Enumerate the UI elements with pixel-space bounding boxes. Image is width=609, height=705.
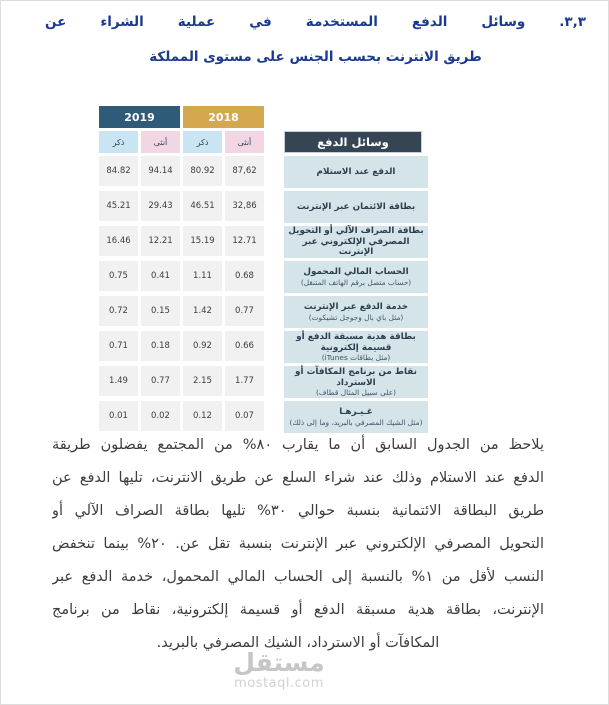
analysis-paragraph <box>52 429 544 660</box>
data-cell-2018-male: 1.42 <box>183 296 222 326</box>
payment-method-name: بطاقة الائتمان عبر الإنترنت <box>296 201 416 212</box>
watermark-logo: مستقل <box>233 648 325 677</box>
data-cell-2019-male: 0.75 <box>99 261 138 291</box>
data-cell-2018-female: 32,86 <box>225 191 264 221</box>
payment-methods-table <box>99 106 428 436</box>
data-cell-2019-male: 16.46 <box>99 226 138 256</box>
paragraph-line: طريق البطاقة الائتمانية بنسبة حوالي ٣٠% تليها بطاقة الصراف الآلي أو <box>52 503 544 519</box>
data-cell-2018-male: 15.19 <box>183 226 222 256</box>
data-cell-2018-male: 0.12 <box>183 401 222 431</box>
table-row <box>99 296 428 328</box>
male-header-2018: ذكر <box>183 131 222 153</box>
column-gap <box>267 191 281 223</box>
year-header-row <box>99 106 428 128</box>
row-label <box>284 366 428 398</box>
table-row <box>99 261 428 293</box>
male-header-2019: ذكر <box>99 131 138 153</box>
table-row <box>99 226 428 258</box>
column-gap <box>267 296 281 328</box>
year-header-2018: 2018 <box>183 106 264 128</box>
data-cell-2018-male: 0.92 <box>183 331 222 361</box>
gender-header-row <box>99 131 428 153</box>
watermark <box>1 650 557 691</box>
row-label <box>284 296 428 328</box>
data-cell-2018-male: 1.11 <box>183 261 222 291</box>
payment-methods-header: وسائل الدفع <box>284 131 422 153</box>
data-cell-2018-male: 80.92 <box>183 156 222 186</box>
data-cell-2019-male: 0.71 <box>99 331 138 361</box>
table-row <box>99 156 428 188</box>
column-gap <box>267 226 281 258</box>
payment-method-name: بطاقة الصراف الآلي أو التحويل المصرفي الإلكتروني عبر الإنترنت <box>288 226 424 258</box>
data-cell-2019-male: 45.21 <box>99 191 138 221</box>
payment-method-name: خدمة الدفع عبر الإنترنت <box>303 302 409 313</box>
data-cell-2019-female: 29.43 <box>141 191 180 221</box>
column-gap <box>267 156 281 188</box>
data-cell-2018-female: 12.71 <box>225 226 264 256</box>
row-label <box>284 156 428 188</box>
payment-method-name: غـيـرهـا <box>339 407 373 418</box>
payment-method-note: (حساب متصل برقم الهاتف المتنقل) <box>300 277 412 287</box>
payment-method-name: الدفع عند الاستلام <box>316 166 396 177</box>
data-cell-2019-female: 94.14 <box>141 156 180 186</box>
data-cell-2019-male: 84.82 <box>99 156 138 186</box>
paragraph-line: الإنترنت، بطاقة هدية مسبقة الدفع أو قسيمة إلكترونية، نقاط من برنامج <box>52 602 544 618</box>
data-cell-2019-female: 12.21 <box>141 226 180 256</box>
payment-method-name: الحساب المالي المحمول <box>303 267 409 278</box>
paragraph-line: النسب لأقل من ١% بالنسبة إلى الحساب المالي المحمول، خدمة الدفع عبر <box>52 569 544 585</box>
payment-method-note: (على سبيل المثال قطاف) <box>315 388 397 397</box>
column-gap <box>267 366 281 398</box>
payment-method-name: نقاط من برنامج المكافآت أو الاسترداد <box>295 367 417 388</box>
data-cell-2019-male: 0.01 <box>99 401 138 431</box>
data-cell-2019-male: 1.49 <box>99 366 138 396</box>
data-cell-2019-female: 0.15 <box>141 296 180 326</box>
payment-method-note: (مثل الشيك المصرفي بالبريد، وما إلى ذلك) <box>289 417 423 427</box>
data-cell-2018-female: 0.66 <box>225 331 264 361</box>
column-gap <box>267 131 281 153</box>
paragraph-line: الدفع عند الاستلام وذلك عند شراء السلع عن طريق الانترنت، تليها الدفع عن <box>52 470 544 486</box>
payment-method-name: بطاقة هدية مسبقة الدفع أو قسيمة إلكترونية <box>296 332 416 353</box>
data-cell-2019-female: 0.18 <box>141 331 180 361</box>
female-header-2019: أنثى <box>141 131 180 153</box>
page-title <box>45 12 586 67</box>
data-cell-2018-female: 0.68 <box>225 261 264 291</box>
data-cell-2019-female: 0.77 <box>141 366 180 396</box>
row-label <box>284 226 428 258</box>
column-gap <box>267 261 281 293</box>
data-cell-2018-female: 0.77 <box>225 296 264 326</box>
data-cell-2018-male: 2.15 <box>183 366 222 396</box>
data-cell-2018-female: 0.07 <box>225 401 264 431</box>
payment-method-note: (مثل بطاقات iTunes) <box>321 353 391 362</box>
female-header-2018: أنثى <box>225 131 264 153</box>
row-label <box>284 261 428 293</box>
data-cell-2018-female: 87,62 <box>225 156 264 186</box>
column-gap <box>267 331 281 363</box>
table-row <box>99 191 428 223</box>
paragraph-line: المكافآت أو الاسترداد، الشيك المصرفي بالبريد. <box>156 635 440 651</box>
data-cell-2019-female: 0.41 <box>141 261 180 291</box>
paragraph-line: يلاحظ من الجدول السابق أن ما يقارب ٨٠% من المجتمع يفضلون طريقة <box>52 437 544 453</box>
watermark-domain: mostaql.com <box>234 676 324 691</box>
table-row <box>99 331 428 363</box>
data-cell-2018-male: 46.51 <box>183 191 222 221</box>
row-label <box>284 331 428 363</box>
data-cell-2018-female: 1.77 <box>225 366 264 396</box>
year-header-2019: 2019 <box>99 106 180 128</box>
data-cell-2019-male: 0.72 <box>99 296 138 326</box>
paragraph-line: التحويل المصرفي الإلكتروني عبر الإنترنت بنسبة تقل عن. ٢٠% بينما تنخفض <box>52 536 544 552</box>
payment-method-note: (مثل باي بال وجوجل تشيكوت) <box>308 312 404 322</box>
page-title-line-1: ٣,٣. وسائل الدفع المستخدمة في عملية الشراء عن <box>45 14 586 30</box>
table-row <box>99 366 428 398</box>
page-title-line-2: طريق الانترنت بحسب الجنس على مستوى المملكة <box>149 49 482 65</box>
data-cell-2019-female: 0.02 <box>141 401 180 431</box>
row-label <box>284 191 428 223</box>
